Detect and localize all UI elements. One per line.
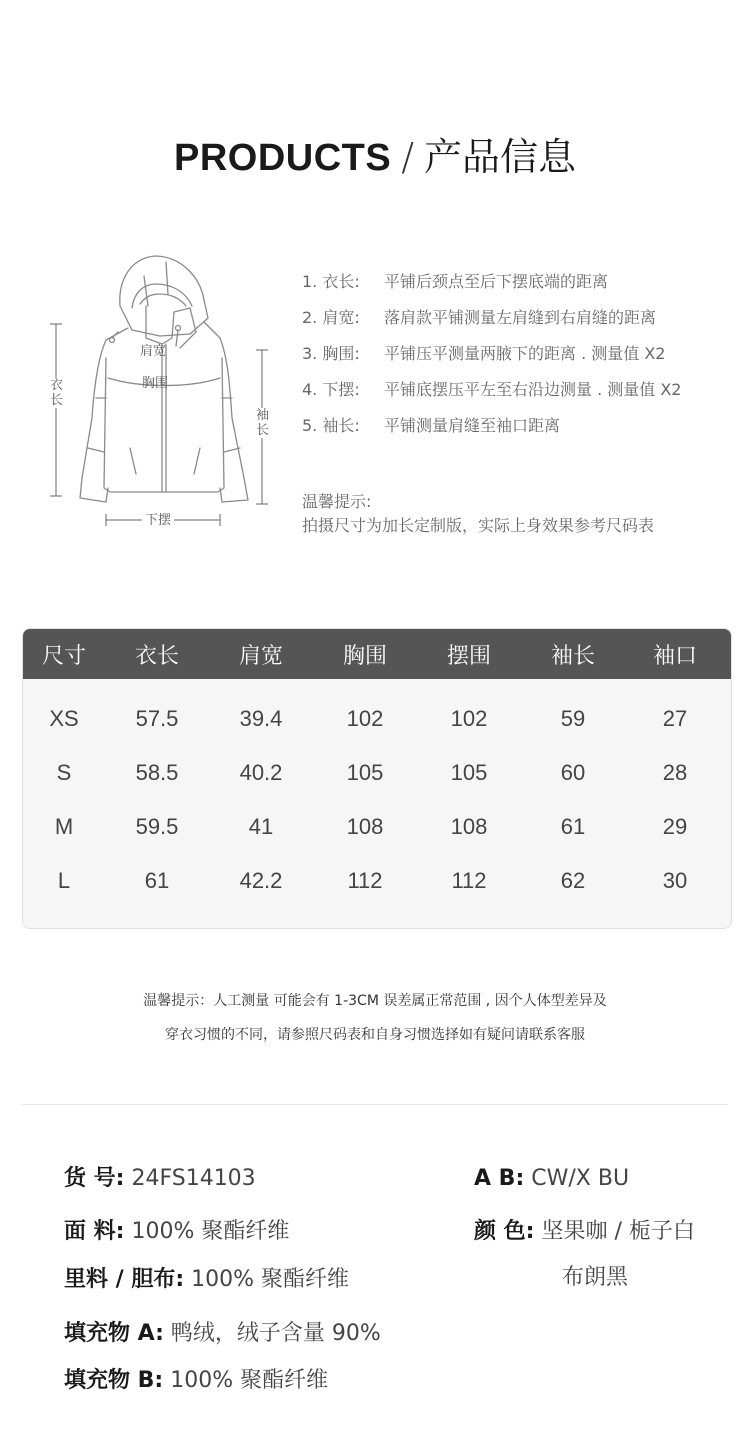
tip-line-2: 穿衣习惯的不同，请参照尺码表和自身习惯选择如有疑问请联系客服 bbox=[165, 1027, 585, 1043]
definition-row: 1. 衣长: 平铺后颈点至后下摆底端的距离 bbox=[302, 272, 609, 291]
note-text: 拍摄尺寸为加长定制版，实际上身效果参考尺码表 bbox=[302, 516, 655, 535]
jacket-diagram bbox=[40, 248, 280, 538]
definition-row: 2. 肩宽: 落肩款平铺测量左肩缝到右肩缝的距离 bbox=[302, 308, 657, 327]
spec-fabric: 面 料: 100% 聚酯纤维 bbox=[64, 1219, 290, 1244]
table-row: M 59.5 41 108 108 61 29 bbox=[54, 814, 688, 839]
spec-filling-a: 填充物 A: 鸭绒，绒子含量 90% bbox=[64, 1321, 381, 1346]
tip-line-1: 温馨提示：人工测量 可能会有 1-3CM 误差属正常范围 , 因个人体型差异及 bbox=[143, 993, 607, 1009]
table-row: S 58.5 40.2 105 105 60 28 bbox=[56, 760, 688, 785]
length-label: 衣长 bbox=[49, 378, 63, 408]
note-title: 温馨提示: bbox=[302, 492, 372, 511]
title-en: PRODUCTS bbox=[173, 137, 392, 179]
spec-color: 颜 色: 坚果咖 / 栀子白 bbox=[474, 1219, 695, 1244]
photo-note bbox=[302, 490, 654, 538]
definition-row: 3. 胸围: 平铺压平测量两腋下的距离 . 测量值 X2 bbox=[302, 344, 666, 363]
jacket-outline-icon bbox=[40, 248, 280, 538]
table-body bbox=[23, 679, 731, 908]
table-row: XS 57.5 39.4 102 102 59 27 bbox=[49, 706, 688, 731]
measurement-definitions bbox=[302, 270, 742, 450]
header-length: 衣长 bbox=[134, 643, 179, 669]
table-row: L 61 42.2 112 112 62 30 bbox=[57, 868, 688, 893]
spec-lining: 里料 / 胆布: 100% 聚酯纤维 bbox=[64, 1267, 350, 1292]
sleeve-label: 袖长 bbox=[255, 408, 269, 438]
size-table bbox=[22, 628, 732, 929]
spec-item-no: 货 号: 24FS14103 bbox=[64, 1166, 256, 1191]
table-header bbox=[23, 629, 731, 679]
title-separator: / bbox=[401, 135, 415, 179]
header-cuff: 袖口 bbox=[652, 643, 697, 669]
header-shoulder: 肩宽 bbox=[238, 643, 283, 669]
header-chest: 胸围 bbox=[342, 643, 387, 669]
hem-label: 下摆 bbox=[142, 513, 174, 528]
definition-row: 5. 袖长: 平铺测量肩缝至袖口距离 bbox=[302, 416, 561, 435]
header-hem: 摆围 bbox=[446, 643, 491, 669]
page-title bbox=[0, 126, 750, 181]
shoulder-label: 肩宽 bbox=[140, 344, 167, 359]
header-size: 尺寸 bbox=[41, 643, 86, 669]
spec-color-line-2: 布朗黑 bbox=[562, 1265, 629, 1290]
divider bbox=[22, 1104, 728, 1105]
title-zh: 产品信息 bbox=[424, 135, 577, 179]
definition-row: 4. 下摆: 平铺底摆压平左至右沿边测量 . 测量值 X2 bbox=[302, 380, 682, 399]
spec-filling-b: 填充物 B: 100% 聚酯纤维 bbox=[64, 1368, 329, 1393]
spec-ab: A B: CW/X BU bbox=[474, 1166, 630, 1191]
header-sleeve: 袖长 bbox=[550, 643, 595, 669]
chest-label: 胸围 bbox=[142, 376, 169, 391]
